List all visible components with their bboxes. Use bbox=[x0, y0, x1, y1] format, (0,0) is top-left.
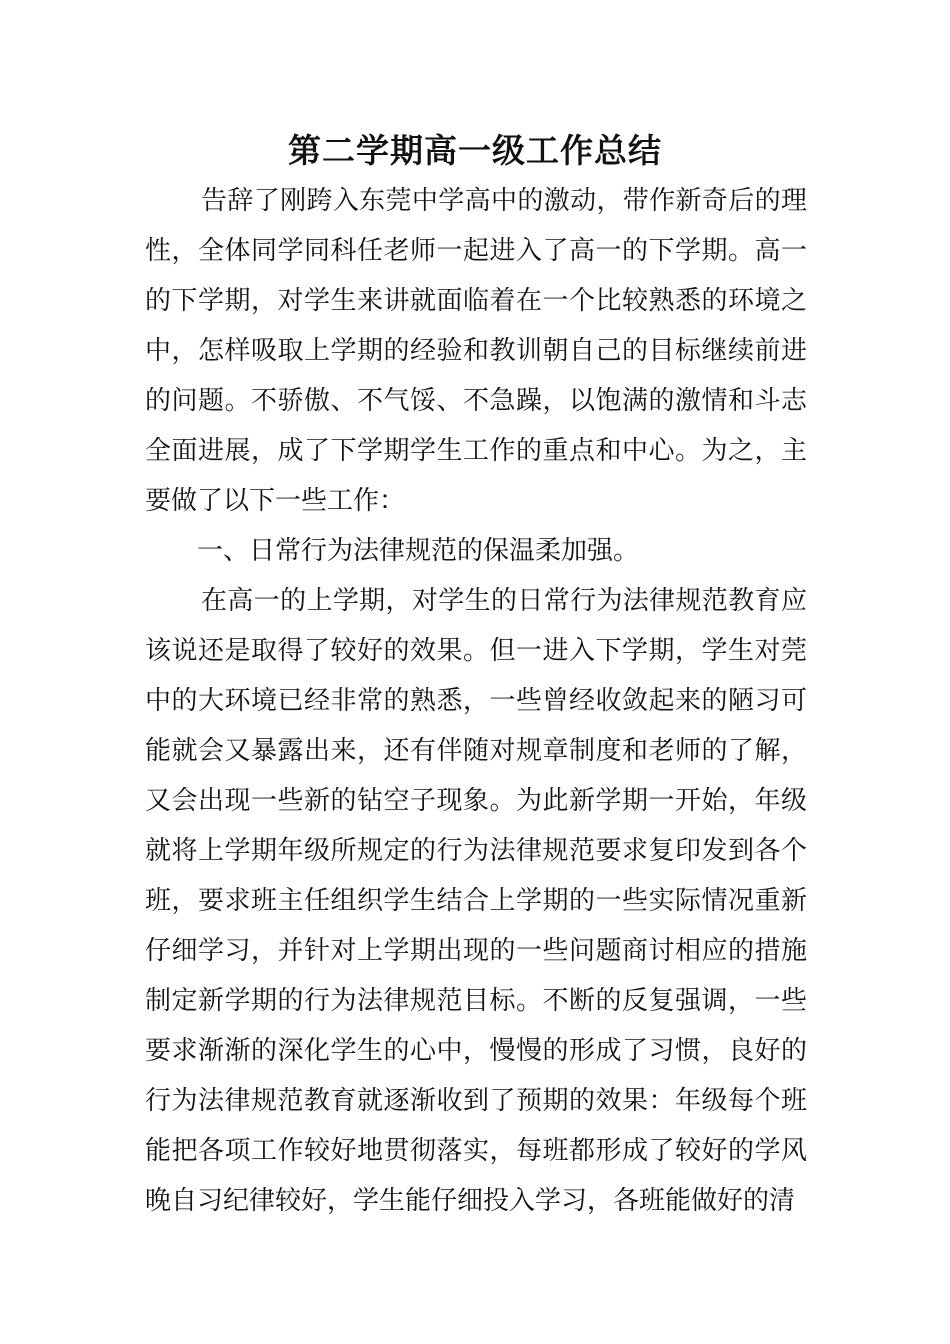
document-body bbox=[145, 176, 807, 1226]
section-paragraph: 在高一的上学期，对学生的日常行为法律规范教育应该说还是取得了较好的效果。但一进入下学期，学生对莞中的大环境已经非常的熟悉，一些曾经收敛起来的陋习可能就会又暴露出来，还有伴随对规章制度和老师的了解，又会出现一些新的钻空子现象。为此新学期一开始，年级就将上学期年级所规定的行为法律规范要求复印发到各个班，要求班主任组织学生结合上学期的一些实际情况重新仔细学习，并针对上学期出现的一些问题商讨相应的措施制定新学期的行为法律规范目标。不断的反复强调，一些要求渐渐的深化学生的心中，慢慢的形成了习惯，良好的行为法律规范教育就逐渐收到了预期的效果：年级每个班能把各项工作较好地贯彻落实，每班都形成了较好的学风晚自习纪律较好，学生能仔细投入学习，各班能做好的清 bbox=[145, 586, 807, 1216]
section-heading: 一、日常行为法律规范的保温柔加强。 bbox=[197, 536, 640, 566]
intro-paragraph: 告辞了刚跨入东莞中学高中的激动，带作新奇后的理性，全体同学同科任老师一起进入了高一的下学期。高一的下学期，对学生来讲就面临着在一个比较熟悉的环境之中，怎样吸取上学期的经验和教训朝自己的目标继续前进的问题。不骄傲、不气馁、不急躁，以饱满的激情和斗志全面进展，成了下学期学生工作的重点和中心。为之，主要做了以下一些工作： bbox=[145, 186, 807, 516]
document-title: 第二学期高一级工作总结 bbox=[288, 131, 662, 170]
